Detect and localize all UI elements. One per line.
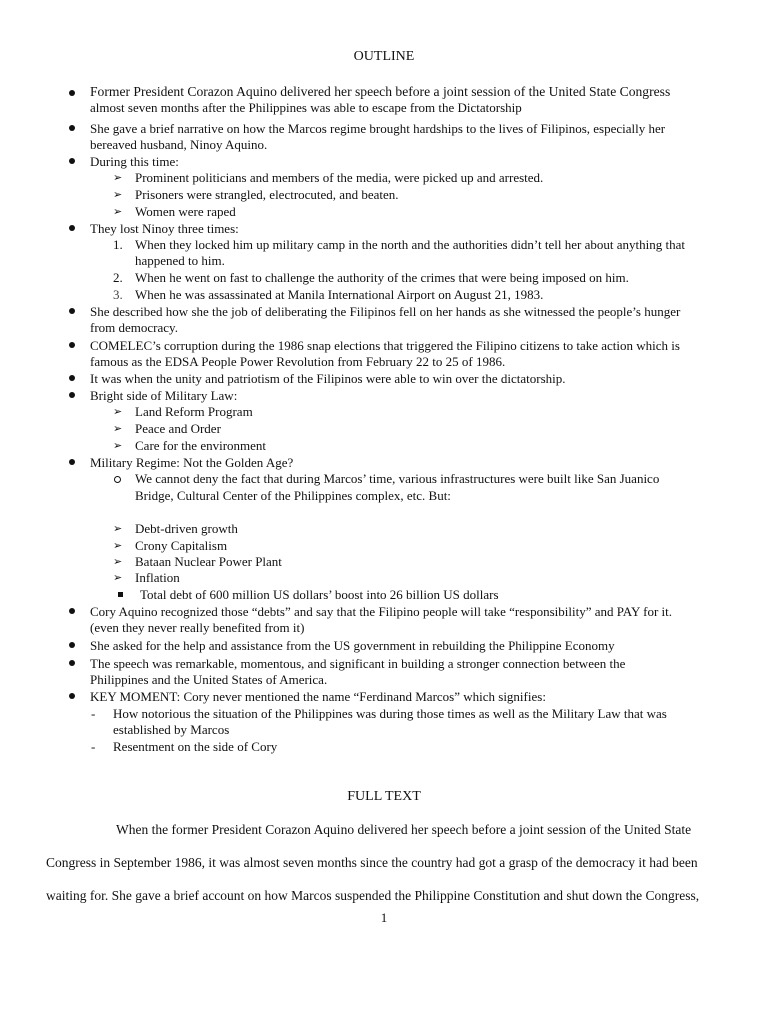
arrow-bullet-icon: ➢ bbox=[113, 206, 123, 218]
outline-subtext: Women were raped bbox=[135, 204, 236, 219]
outline-subtext: Land Reform Program bbox=[135, 404, 253, 419]
arrow-bullet-icon: ➢ bbox=[113, 189, 123, 201]
arrow-bullet-icon: ➢ bbox=[113, 440, 123, 452]
outline-text: Former President Corazon Aquino delivered her speech before a joint session of the United State Congress bbox=[90, 84, 671, 99]
outline-text: They lost Ninoy three times: bbox=[90, 221, 239, 236]
dash-bullet: - bbox=[91, 706, 96, 721]
outline-subtext: Peace and Order bbox=[135, 421, 221, 436]
outline-text: bereaved husband, Ninoy Aquino. bbox=[90, 137, 268, 152]
arrow-bullet-icon: ➢ bbox=[113, 172, 123, 184]
full-text-line: Congress in September 1986, it was almost seven months since the country had got a grasp of the democracy it had been bbox=[46, 855, 698, 870]
arrow-bullet-icon: ➢ bbox=[113, 423, 123, 435]
outline-subtext: established by Marcos bbox=[113, 722, 230, 737]
arrow-bullet-icon: ➢ bbox=[113, 556, 123, 568]
bullet-dot bbox=[69, 392, 75, 398]
outline-text: Cory Aquino recognized those “debts” and say that the Filipino people will take “responsibility” and PAY for it. bbox=[90, 604, 673, 619]
hollow-bullet bbox=[114, 476, 121, 483]
bullet-dot bbox=[69, 158, 75, 164]
full-text-heading: FULL TEXT bbox=[347, 789, 421, 804]
arrow-bullet-icon: ➢ bbox=[113, 406, 123, 418]
outline-text: It was when the unity and patriotism of the Filipinos were able to win over the dictatorship. bbox=[90, 371, 566, 386]
outline-subtext: Resentment on the side of Cory bbox=[113, 739, 278, 754]
bullet-dot bbox=[69, 342, 75, 348]
outline-text: Military Regime: Not the Golden Age? bbox=[90, 455, 294, 470]
outline-subtext: Prisoners were strangled, electrocuted, and beaten. bbox=[135, 187, 399, 202]
outline-subtext: We cannot deny the fact that during Marcos’ time, various infrastructures were built like San Juanico bbox=[135, 471, 660, 486]
outline-subtext: Bataan Nuclear Power Plant bbox=[135, 554, 282, 569]
outline-text: She gave a brief narrative on how the Marcos regime brought hardships to the lives of Filipinos, especially her bbox=[90, 121, 666, 136]
list-number: 3. bbox=[113, 287, 123, 302]
dash-bullet: - bbox=[91, 739, 96, 754]
outline-subtext: Total debt of 600 million US dollars’ boost into 26 billion US dollars bbox=[140, 587, 499, 602]
arrow-bullet-icon: ➢ bbox=[113, 572, 123, 584]
bullet-dot bbox=[69, 308, 75, 314]
square-bullet bbox=[118, 592, 123, 597]
outline-text: from democracy. bbox=[90, 320, 178, 335]
outline-text: almost seven months after the Philippines was able to escape from the Dictatorship bbox=[90, 100, 522, 115]
bullet-dot bbox=[69, 125, 75, 131]
outline-text: Bright side of Military Law: bbox=[90, 388, 238, 403]
outline-text: The speech was remarkable, momentous, and significant in building a stronger connection between the bbox=[90, 656, 626, 671]
outline-text: She asked for the help and assistance from the US government in rebuilding the Philippine Economy bbox=[90, 638, 615, 653]
page-number: 1 bbox=[380, 910, 388, 925]
outline-subtext: happened to him. bbox=[135, 253, 225, 268]
outline-text: Philippines and the United States of America. bbox=[90, 672, 328, 687]
outline-subtext: When they locked him up military camp in the north and the authorities didn’t tell her about anything that bbox=[135, 237, 685, 252]
arrow-bullet-icon: ➢ bbox=[113, 523, 123, 535]
outline-subtext: How notorious the situation of the Philippines was during those times as well as the Military Law that was bbox=[113, 706, 667, 721]
outline-text: KEY MOMENT: Cory never mentioned the name “Ferdinand Marcos” which signifies: bbox=[90, 689, 546, 704]
bullet-dot bbox=[69, 225, 75, 231]
outline-heading: OUTLINE bbox=[353, 49, 415, 64]
outline-subtext: Inflation bbox=[135, 570, 180, 585]
outline-text: (even they never really benefited from it) bbox=[90, 620, 305, 635]
outline-text: During this time: bbox=[90, 154, 179, 169]
bullet-dot bbox=[69, 693, 75, 699]
list-number: 2. bbox=[113, 270, 123, 285]
outline-subtext: Prominent politicians and members of the media, were picked up and arrested. bbox=[135, 170, 544, 185]
bullet-dot bbox=[69, 608, 75, 614]
arrow-bullet-icon: ➢ bbox=[113, 540, 123, 552]
bullet-dot bbox=[69, 459, 75, 465]
bullet-dot bbox=[69, 375, 75, 381]
outline-subtext: Crony Capitalism bbox=[135, 538, 228, 553]
outline-text: COMELEC’s corruption during the 1986 snap elections that triggered the Filipino citizens to take action which is bbox=[90, 338, 680, 353]
outline-subtext: Debt-driven growth bbox=[135, 521, 238, 536]
outline-text: famous as the EDSA People Power Revolution from February 22 to 25 of 1986. bbox=[90, 354, 506, 369]
bullet-dot bbox=[69, 90, 75, 96]
full-text-line: waiting for. She gave a brief account on how Marcos suspended the Philippine Constitution and shut down the Congress, bbox=[46, 888, 700, 903]
list-number: 1. bbox=[113, 237, 123, 252]
outline-subtext: Bridge, Cultural Center of the Philippines complex, etc. But: bbox=[135, 488, 451, 503]
outline-subtext: When he was assassinated at Manila International Airport on August 21, 1983. bbox=[135, 287, 544, 302]
bullet-dot bbox=[69, 642, 75, 648]
outline-text: She described how she the job of deliberating the Filipinos fell on her hands as she witnessed the people’s hunger bbox=[90, 304, 681, 319]
outline-subtext: When he went on fast to challenge the authority of the crimes that were being imposed on him. bbox=[135, 270, 629, 285]
outline-subtext: Care for the environment bbox=[135, 438, 267, 453]
full-text-line: When the former President Corazon Aquino delivered her speech before a joint session of the United State bbox=[116, 822, 692, 837]
bullet-dot bbox=[69, 660, 75, 666]
